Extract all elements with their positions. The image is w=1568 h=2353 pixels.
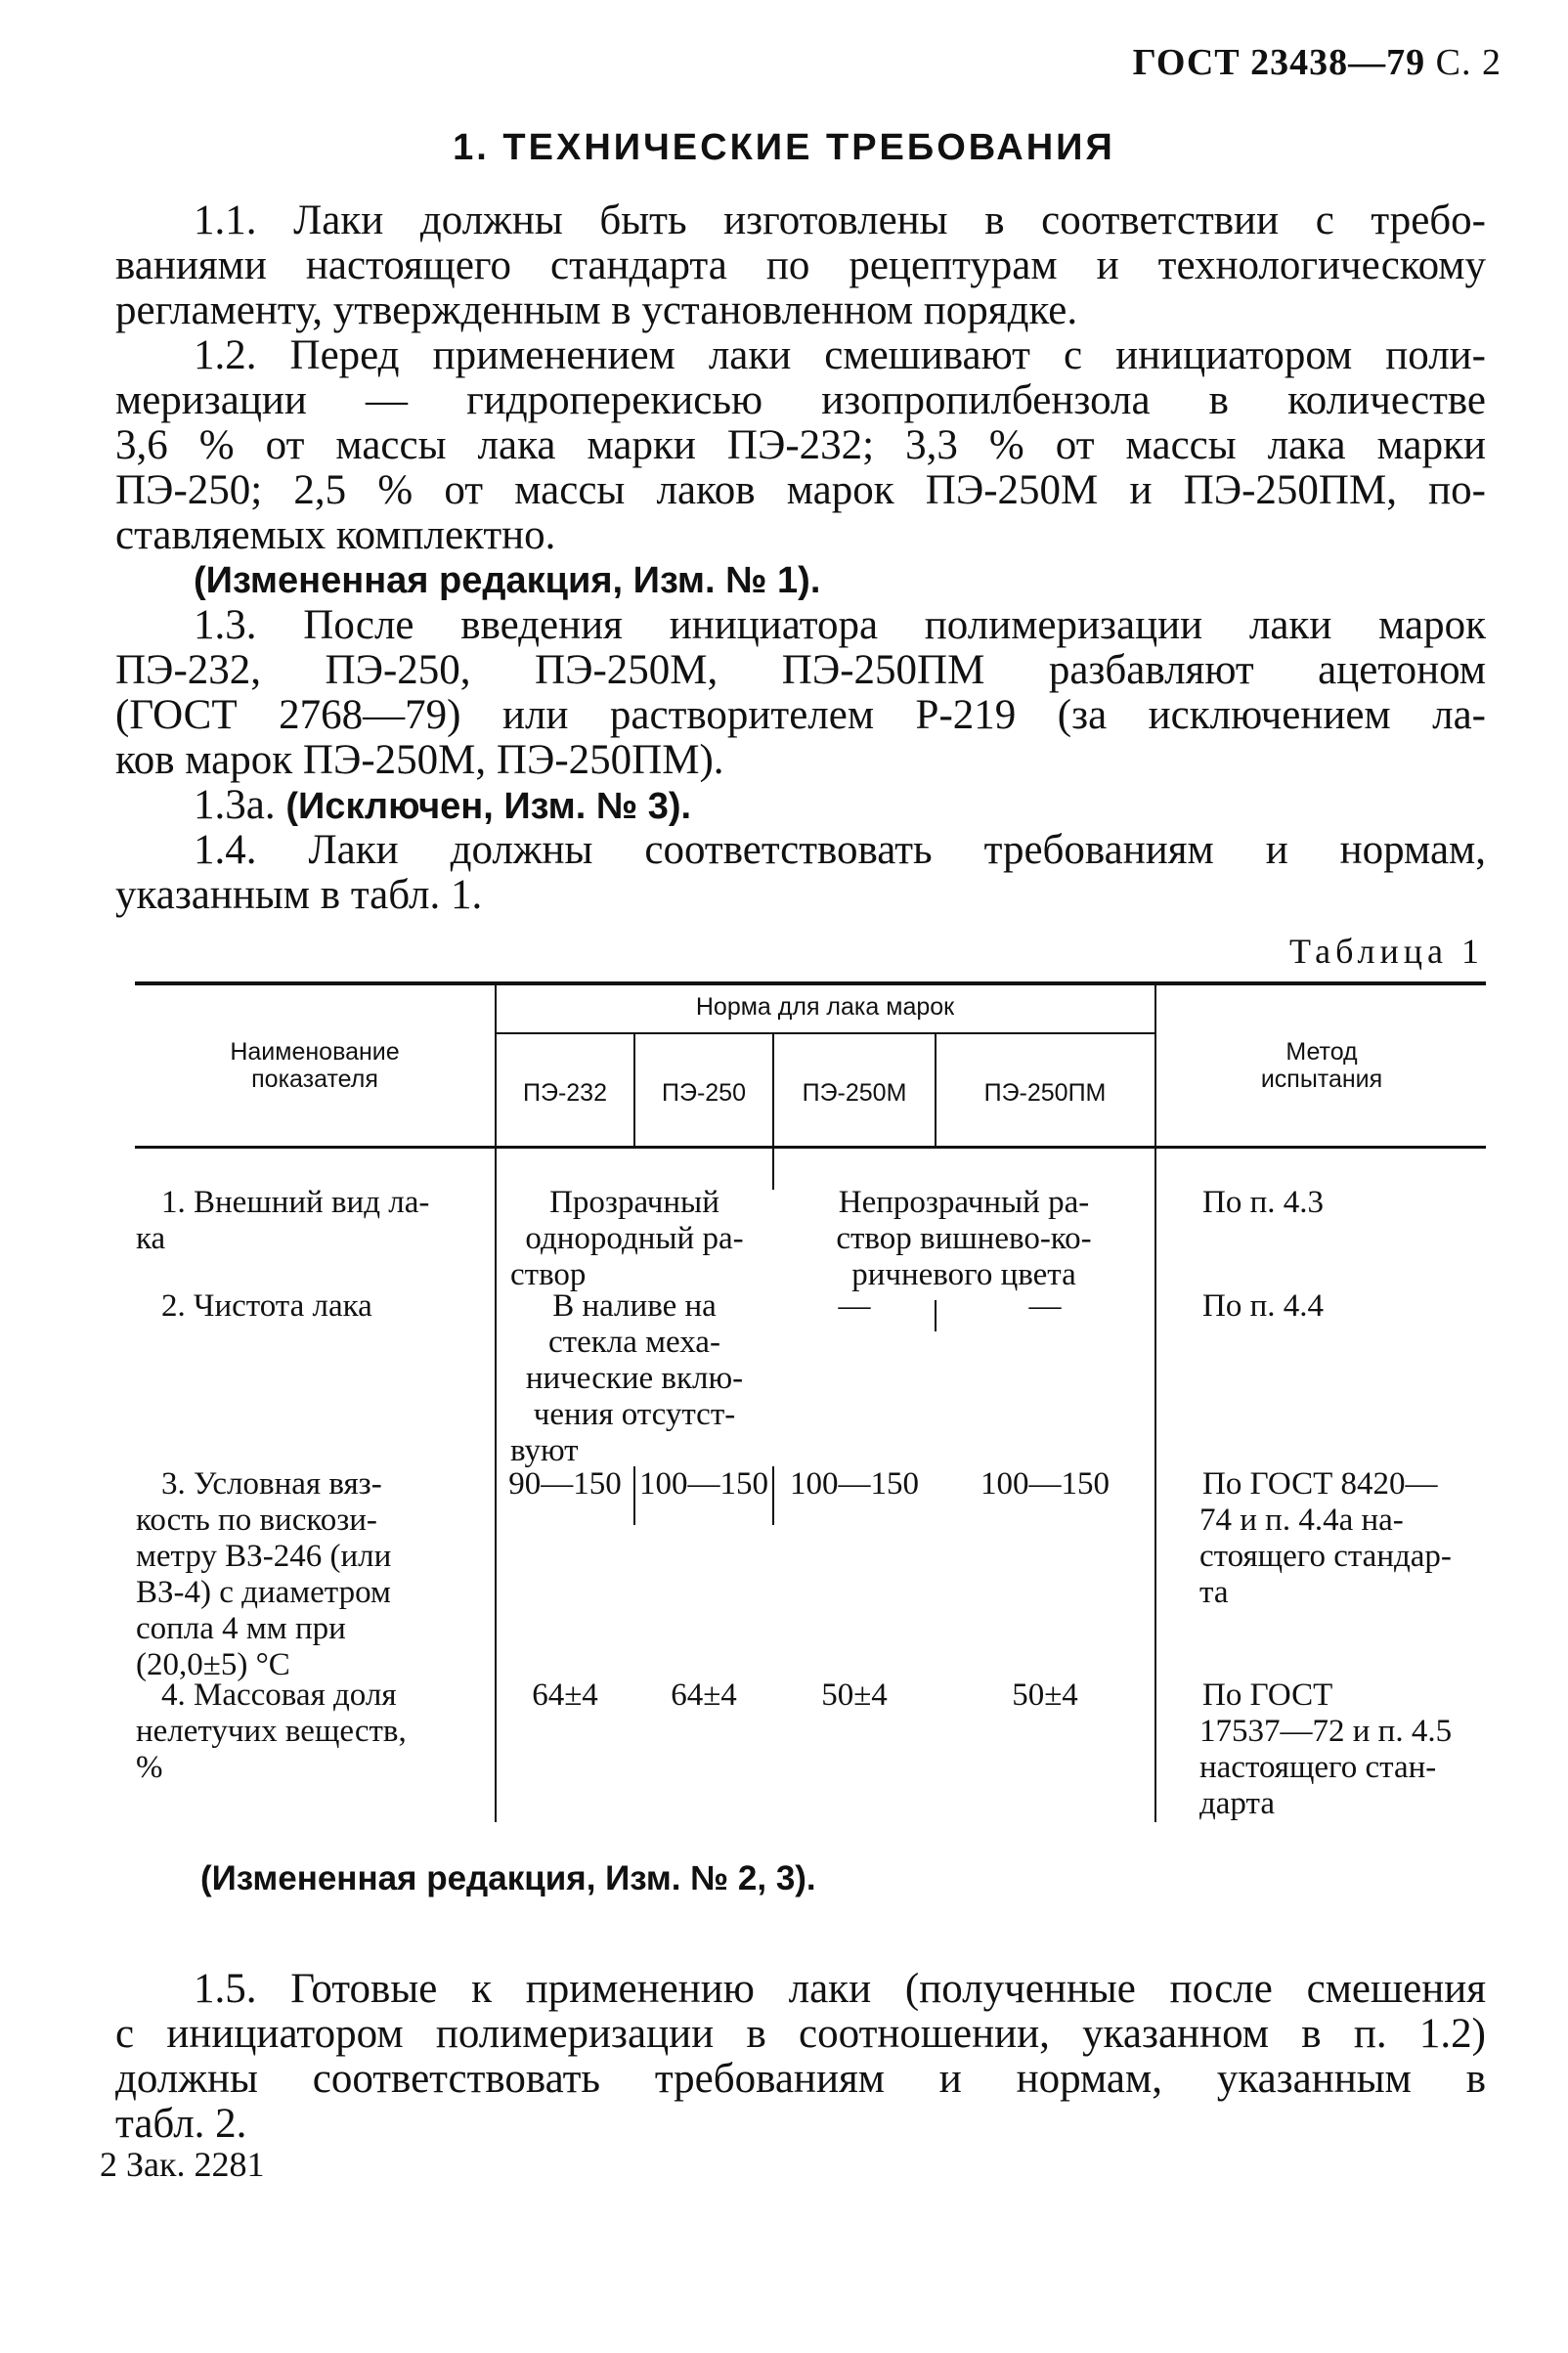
header-name: Наименование показателя <box>230 1038 400 1093</box>
table-cell: 50±4 <box>821 1678 888 1713</box>
table-caption: Таблица 1 <box>1289 932 1484 971</box>
paragraph-line: ков марок ПЭ-250М, ПЭ-250ПМ). <box>115 737 724 783</box>
table-cell: 100—150 <box>790 1466 919 1502</box>
header-brand: ПЭ-250М <box>802 1079 907 1107</box>
table-row-name: 3. Условная вяз- кость по вискози- метру ВЗ-246 (или ВЗ-4) с диаметром сопла 4 мм при (20,0±5) °С <box>136 1466 392 1682</box>
paragraph-line: 1.5. Готовые к применению лаки (полученные после смешения <box>194 1966 1486 2012</box>
table-cell-merged: Непрозрачный ра- створ вишнево-ко- ричневого цвета <box>836 1185 1092 1292</box>
table-cell: — <box>1028 1288 1062 1324</box>
paragraph-line: ПЭ-250; 2,5 % от массы лаков марок ПЭ-250М и ПЭ-250ПМ, по- <box>115 467 1486 513</box>
paragraph-line: табл. 2. <box>115 2101 247 2147</box>
paragraph-line: ПЭ-232, ПЭ-250, ПЭ-250М, ПЭ-250ПМ разбавляют ацетоном <box>115 647 1486 693</box>
page-header <box>1133 41 1502 84</box>
paragraph-line: меризации — гидроперекисью изопропилбензола в количестве <box>115 377 1486 423</box>
standard-code: ГОСТ 23438—79 <box>1132 42 1426 83</box>
table-row-method: По п. 4.4 <box>1202 1288 1324 1324</box>
paragraph-line: ваниями настоящего стандарта по рецептурам и технологическому <box>115 242 1486 288</box>
header-brand: ПЭ-250ПМ <box>983 1079 1107 1107</box>
paragraph-line: регламенту, утвержденным в установленном порядке. <box>115 287 1078 333</box>
table-cell: 100—150 <box>980 1466 1110 1502</box>
table-row-method: По ГОСТ 17537—72 и п. 4.5 настоящего стан- дарта <box>1199 1678 1453 1821</box>
table-header-divider <box>496 1032 1155 1034</box>
paragraph-line: 1.3. После введения инициатора полимеризации лаки марок <box>194 602 1486 648</box>
paragraph-line: должны соответствовать требованиям и нормам, указанным в <box>115 2056 1486 2102</box>
table-top-rule <box>135 981 1486 985</box>
table-row-name: 2. Чистота лака <box>161 1288 372 1324</box>
paragraph-line: 1.4. Лаки должны соответствовать требованиям и нормам, <box>194 827 1486 873</box>
paragraph-line: 3,6 % от массы лака марки ПЭ-232; 3,3 % от массы лака марки <box>115 422 1486 468</box>
header-brand: ПЭ-232 <box>523 1079 607 1107</box>
header-brand: ПЭ-250 <box>662 1079 746 1107</box>
table-cell: — <box>838 1288 871 1324</box>
amendment-note: (Измененная редакция, Изм. № 1). <box>194 560 821 601</box>
table-row-name: 1. Внешний вид ла- ка <box>136 1185 430 1256</box>
table-row-method: По ГОСТ 8420— 74 и п. 4.4а на- стоящего стандар- та <box>1199 1466 1452 1610</box>
table-cell: 64±4 <box>532 1678 598 1713</box>
paragraph-line: ставляемых комплектно. <box>115 512 556 558</box>
amendment-note: (Измененная редакция, Изм. № 2, 3). <box>200 1859 816 1897</box>
table-cell-merged: Прозрачный однородный ра- створ <box>510 1185 744 1292</box>
table-cell-merged: В наливе на стекла меха- нические вклю- чения отсутст- вуют <box>510 1288 744 1468</box>
page-footer: 2 Зак. 2281 <box>100 2145 265 2184</box>
header-method: Метод испытания <box>1260 1038 1383 1093</box>
section-title: 1. ТЕХНИЧЕСКИЕ ТРЕБОВАНИЯ <box>453 127 1115 168</box>
table-cell: 90—150 <box>508 1466 622 1502</box>
table-subcol-divider <box>772 1149 774 1190</box>
page-number: С. 2 <box>1435 42 1502 83</box>
table-header-rule <box>135 1146 1486 1149</box>
paragraph-line: указанным в табл. 1. <box>115 872 483 918</box>
paragraph-1-3a <box>194 783 1486 829</box>
table-col-divider <box>1154 985 1156 1822</box>
paragraph-line: (ГОСТ 2768—79) или растворителем Р-219 (за исключением ла- <box>115 692 1486 738</box>
paragraph-line: с инициатором полимеризации в соотношении, указанном в п. 1.2) <box>115 2011 1486 2057</box>
paragraph-number: 1.3а. <box>194 782 286 828</box>
header-norm-group: Норма для лака марок <box>695 993 955 1021</box>
table-row-method: По п. 4.3 <box>1202 1185 1324 1220</box>
excluded-note: (Исключен, Изм. № 3). <box>285 786 692 827</box>
table-cell: 50±4 <box>1012 1678 1078 1713</box>
table-row-name: 4. Массовая доля нелетучих веществ, % <box>136 1678 407 1785</box>
paragraph-line: 1.2. Перед применением лаки смешивают с инициатором поли- <box>194 332 1486 378</box>
paragraph-line: 1.1. Лаки должны быть изготовлены в соответствии с требо- <box>194 197 1486 243</box>
table-cell: 64±4 <box>671 1678 737 1713</box>
table-cell: 100—150 <box>639 1466 768 1502</box>
